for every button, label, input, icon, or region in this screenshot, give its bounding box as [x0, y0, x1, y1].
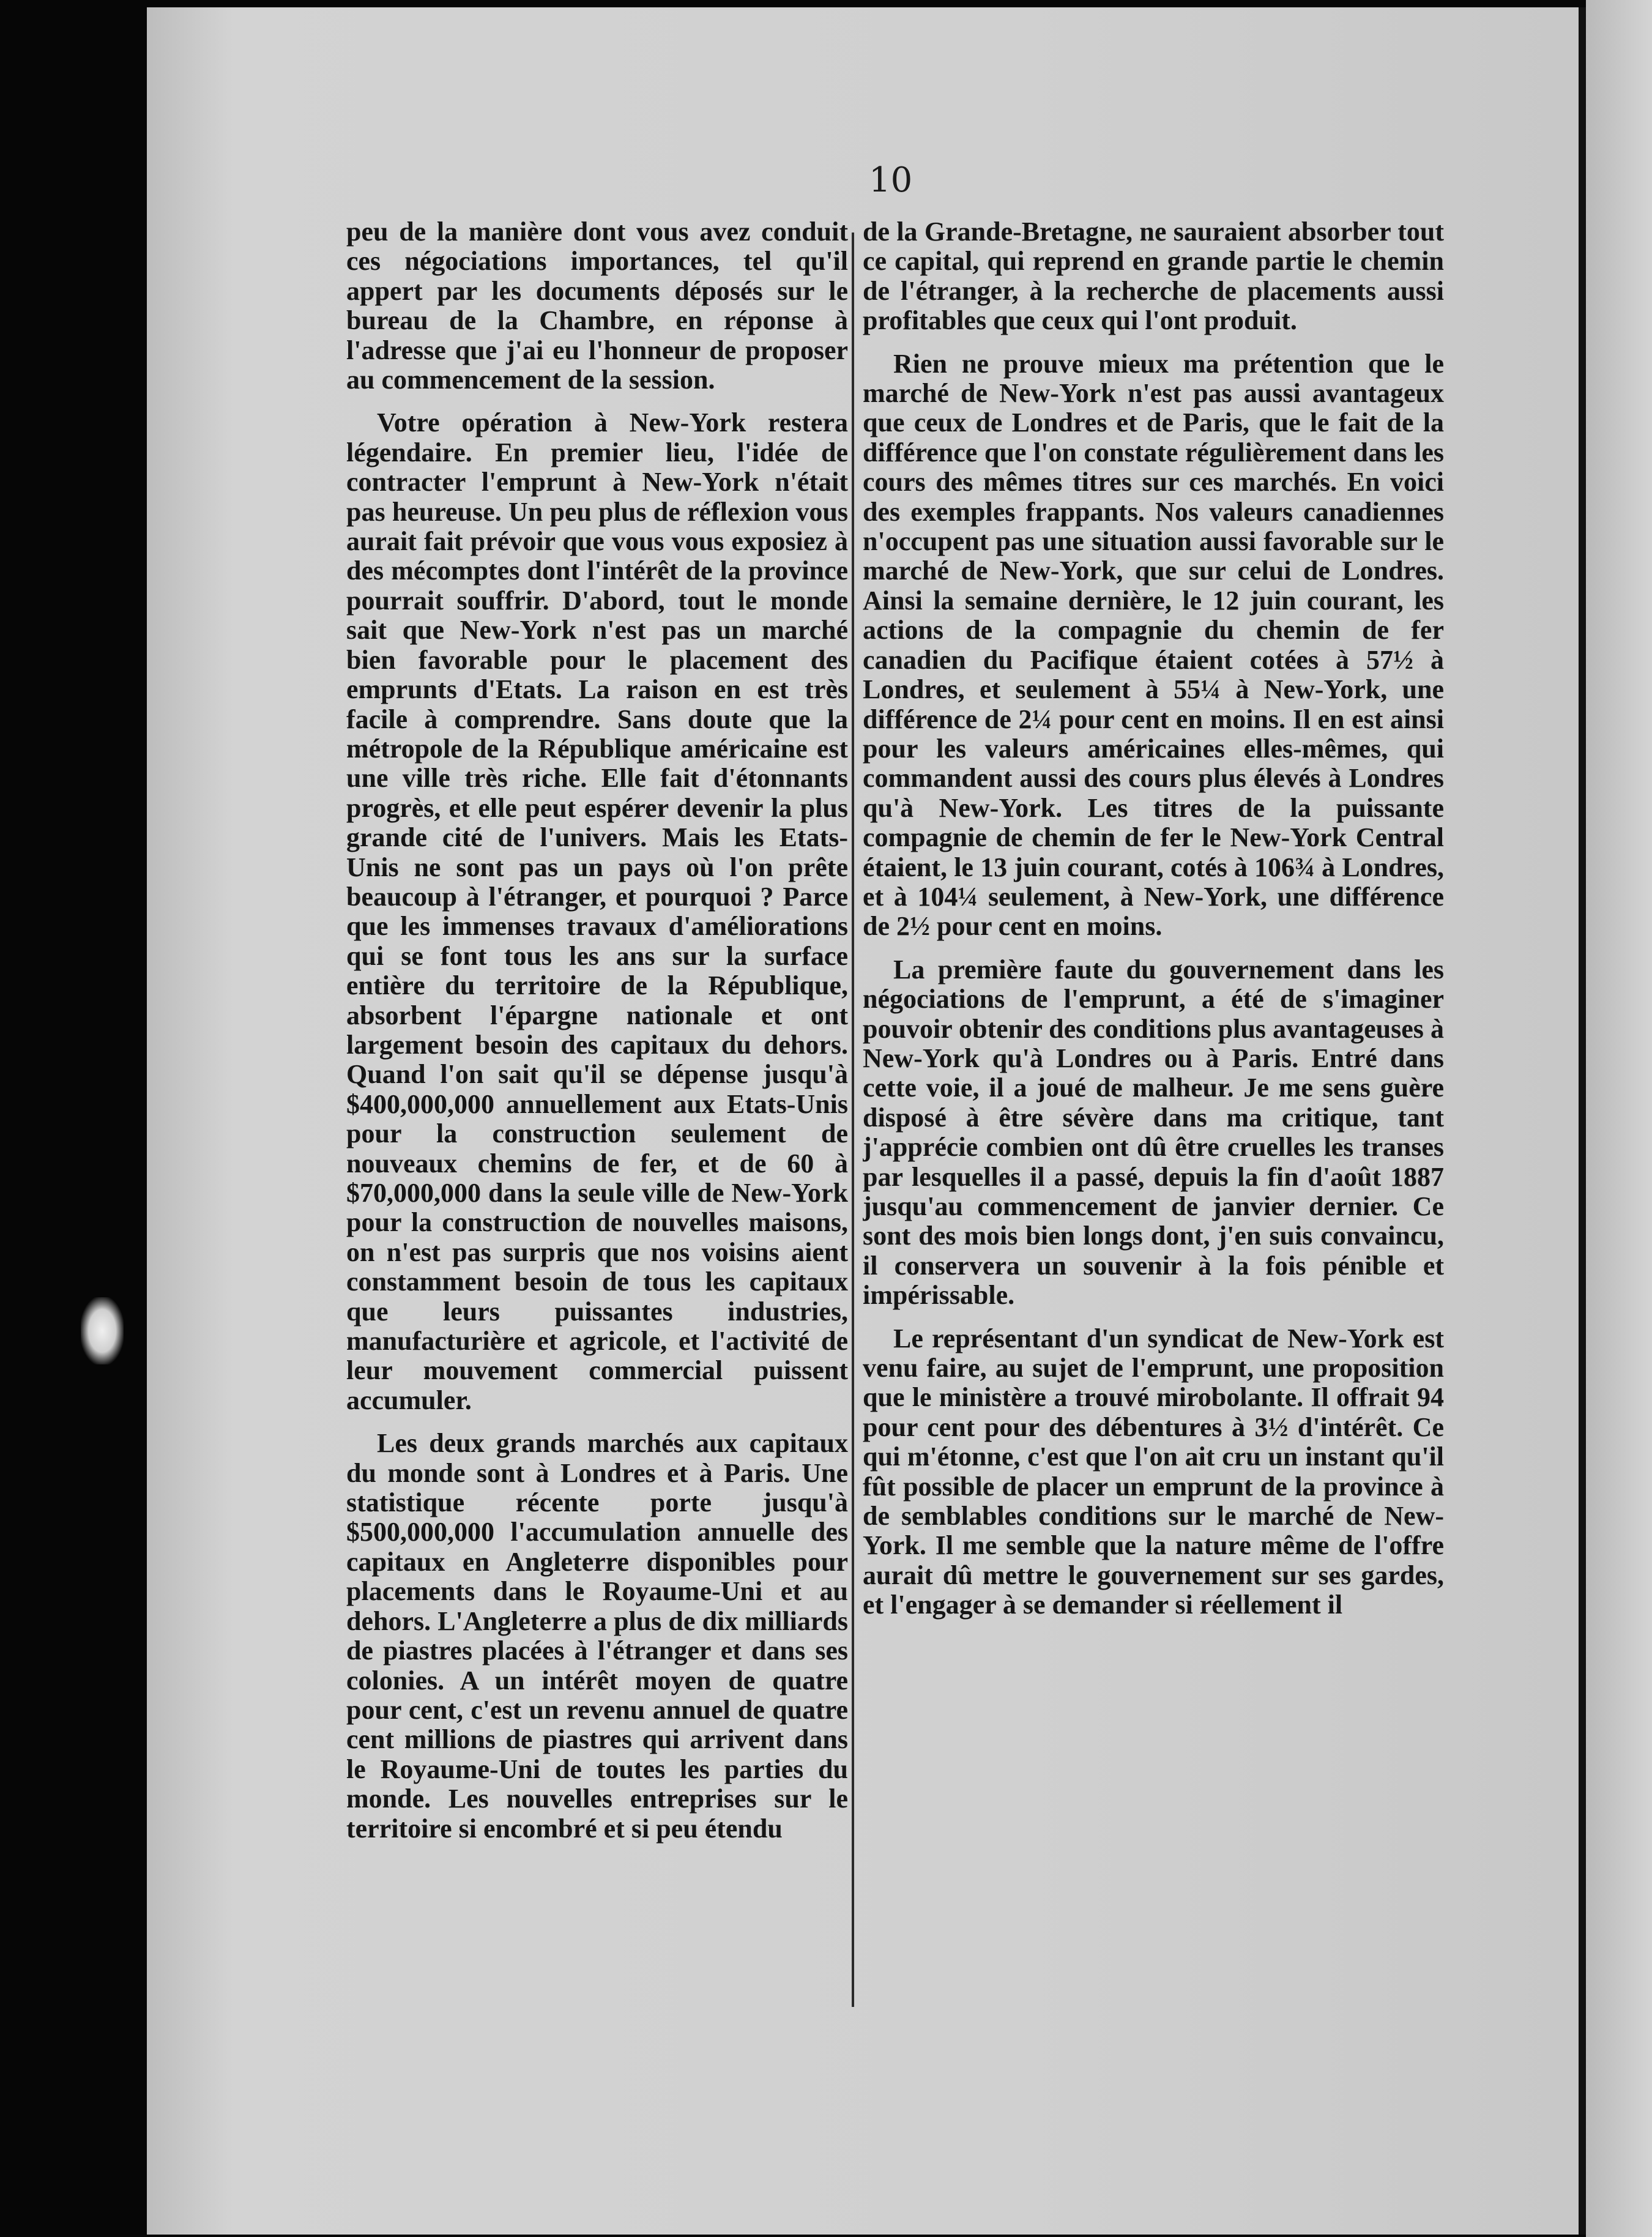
book-spine [1579, 7, 1586, 2235]
left-column [346, 217, 848, 2016]
paragraph: Le représentant d'un syndicat de New-York est venu faire, au sujet de l'emprunt, une proposition que le ministère a trouvé mirobolante. Il offrait 94 pour cent pour des débentures à 3½ d'intérêt. Ce qui m'étonne, c'est que l'on ait cru un instant qu'il fût possible de placer un emprunt de la province à de semblables conditions sur le marché de New-York. Il me semble que la nature même de l'offre aurait dû mettre le gouvernement sur ses gardes, et l'engager à se demander si réellement il [863, 1323, 1444, 1620]
paragraph: Les deux grands marchés aux capitaux du monde sont à Londres et à Paris. Une statistique récente porte jusqu'à $500,000,000 l'accumulation annuelle des capitaux en Angleterre disponibles pour placements dans le Royaume-Uni et au dehors. L'Angleterre a plus de dix milliards de piastres placées à l'étranger et dans ses colonies. A un intérêt moyen de quatre pour cent, c'est un revenu annuel de quatre cent millions de piastres qui arrivent dans le Royaume-Uni de toutes les parties du monde. Les nouvelles entreprises sur le territoire si encombré et si peu étendu [346, 1428, 848, 1844]
adjacent-page-edge [1586, 0, 1652, 2237]
scan-blemish [81, 1297, 124, 1364]
paragraph: Rien ne prouve mieux ma prétention que le marché de New-York n'est pas aussi avantageux que ceux de Londres et de Paris, que le fait de la différence que l'on constate régulièrement dans les cours des mêmes titres sur ces marchés. En voici des exemples frappants. Nos valeurs canadiennes n'occupent pas une situation aussi favorable sur le marché de New-York, que sur celui de Londres. Ainsi la semaine dernière, le 12 juin courant, les actions de la compagnie du chemin de fer canadien du Pacifique étaient cotées à 57½ à Londres, et seulement à 55¼ à New-York, une différence de 2¼ pour cent en moins. Il en est ainsi pour les valeurs américaines elles-mêmes, qui commandent aussi des cours plus élevés à Londres qu'à New-York. Les titres de la puissante compagnie de chemin de fer le New-York Central étaient, le 13 juin courant, cotés à 106¾ à Londres, et à 104¼ seulement, à New-York, une différence de 2½ pour cent en moins. [863, 348, 1444, 942]
paragraph: Votre opération à New-York restera légendaire. En premier lieu, l'idée de contracter l'emprunt à New-York n'était pas heureuse. Un peu plus de réflexion vous aurait fait prévoir que vous vous exposiez à des mécomptes dont l'intérêt de la province pourrait souffrir. D'abord, tout le monde sait que New-York n'est pas un marché bien favorable pour le placement des emprunts d'Etats. La raison en est très facile à comprendre. Sans doute que la métropole de la République américaine est une ville très riche. Elle fait d'étonnants progrès, et elle peut espérer devenir la plus grande cité de l'univers. Mais les Etats-Unis ne sont pas un pays où l'on prête beaucoup à l'étranger, et pourquoi ? Parce que les immenses travaux d'améliorations qui se font tous les ans sur la surface entière du territoire de la République, absorbent l'épargne nationale et ont largement besoin des capitaux du dehors. Quand l'on sait qu'il se dépense jusqu'à $400,000,000 annuellement aux Etats-Unis pour la construction seulement de nouveaux chemins de fer, et de 60 à $70,000,000 dans la seule ville de New-York pour la construction de nouvelles maisons, on n'est pas surpris que nos voisins aient constamment besoin de tous les capitaux que leurs puissantes industries, manufacturière et agricole, et l'activité de leur mouvement commercial puissent accumuler. [346, 408, 848, 1415]
column-divider [852, 233, 854, 2007]
right-column [863, 217, 1444, 2016]
paragraph: La première faute du gouvernement dans les négociations de l'emprunt, a été de s'imaginer pouvoir obtenir des conditions plus avantageuses à New-York qu'à Londres ou à Paris. Entré dans cette voie, il a joué de malheur. Je me sens guère disposé à être sévère dans ma critique, tant j'apprécie combien ont dû être cruelles les transes par lesquelles il a passé, depuis la fin d'août 1887 jusqu'au commencement de janvier dernier. Ce sont des mois bien longs dont, j'en suis convaincu, il conservera un souvenir à la fois pénible et impérissable. [863, 954, 1444, 1311]
paragraph: de la Grande-Bretagne, ne sauraient absorber tout ce capital, qui reprend en grande partie le chemin de l'étranger, à la recherche de placements aussi profitables que ceux qui l'ont produit. [863, 217, 1444, 336]
page-number: 10 [869, 160, 913, 200]
paragraph: peu de la manière dont vous avez conduit ces négociations importances, tel qu'il appert par les documents déposés sur le bureau de la Chambre, en réponse à l'adresse que j'ai eu l'honneur de proposer au commencement de la session. [346, 217, 848, 395]
